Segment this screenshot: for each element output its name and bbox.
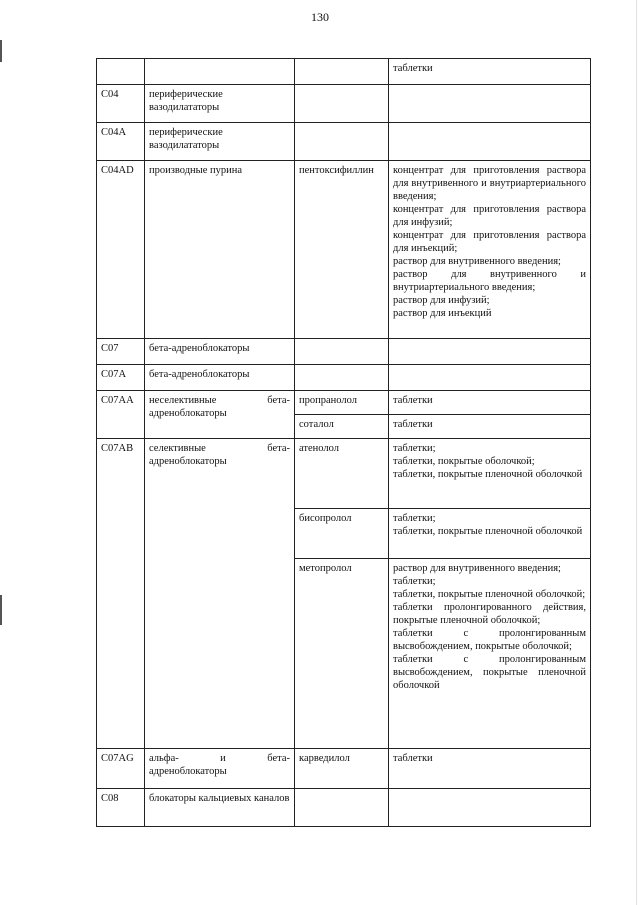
group-name-cell (145, 59, 295, 85)
table-row (97, 365, 591, 391)
table-row (97, 59, 591, 85)
dosage-form: таблетки, покрытые пленочной оболочкой (393, 526, 583, 537)
table-row (97, 123, 591, 161)
table-row (97, 391, 591, 415)
dosage-form: раствор для внутривенного введения; (393, 563, 561, 574)
dosage-form: таблетки, покрытые пленочной оболочкой; (393, 589, 586, 600)
drug-name-cell (295, 123, 389, 161)
dosage-forms-cell (389, 439, 591, 509)
atc-code-cell: C07A (97, 365, 145, 391)
atc-code-cell (97, 59, 145, 85)
group-name-cell: бета-адреноблокаторы (145, 365, 295, 391)
drug-name-cell: атенолол (295, 439, 389, 509)
dosage-form: раствор для внутривенного введения; (393, 256, 561, 267)
atc-code-cell: C07AB (97, 439, 145, 749)
table-row (97, 85, 591, 123)
drug-name-cell (295, 59, 389, 85)
atc-code-cell: C04 (97, 85, 145, 123)
dosage-form: концентрат для приготовления раствора для внутривенного и внутриартериального введения; (393, 165, 586, 202)
dosage-form: раствор для инъекций (393, 308, 492, 319)
group-name-cell: селективные бета-адреноблокаторы (145, 439, 295, 749)
dosage-form: таблетки, покрытые оболочкой; (393, 456, 535, 467)
table-row (97, 161, 591, 339)
dosage-forms-cell (389, 59, 591, 85)
drug-name-cell: карведилол (295, 749, 389, 789)
drug-name-cell (295, 789, 389, 827)
dosage-forms-cell (389, 339, 591, 365)
group-name-cell: производные пурина (145, 161, 295, 339)
dosage-form: концентрат для приготовления раствора для инъекций; (393, 230, 586, 254)
dosage-form: таблетки (393, 753, 433, 764)
drug-name-cell: соталол (295, 415, 389, 439)
dosage-forms-cell (389, 365, 591, 391)
dosage-forms-cell (389, 123, 591, 161)
margin-mark-top (0, 40, 2, 62)
atc-code-cell: C07 (97, 339, 145, 365)
group-name-cell: бета-адреноблокаторы (145, 339, 295, 365)
dosage-forms-cell (389, 85, 591, 123)
table-row (97, 439, 591, 509)
dosage-forms-cell (389, 559, 591, 749)
dosage-form: таблетки (393, 419, 433, 430)
group-name-cell: блокаторы кальциевых каналов (145, 789, 295, 827)
dosage-form: таблетки пролонгированного действия, покрытые пленочной оболочкой; (393, 602, 586, 626)
dosage-forms-cell (389, 789, 591, 827)
dosage-form: раствор для внутривенного и внутриартериального введения; (393, 269, 586, 293)
dosage-form: раствор для инфузий; (393, 295, 490, 306)
dosage-form: таблетки с пролонгированным высвобождением, покрытые оболочкой; (393, 628, 586, 652)
atc-code-cell: C07AA (97, 391, 145, 439)
atc-code-cell: C07AG (97, 749, 145, 789)
atc-code-cell: C04AD (97, 161, 145, 339)
group-name-cell: периферические вазодилататоры (145, 123, 295, 161)
group-name-cell: альфа- и бета-адреноблокаторы (145, 749, 295, 789)
dosage-form: таблетки; (393, 513, 436, 524)
drug-name-cell: бисопролол (295, 509, 389, 559)
page-number: 130 (311, 10, 329, 24)
margin-mark-bottom (0, 595, 2, 625)
group-name-cell: неселективные бета-адреноблокаторы (145, 391, 295, 439)
dosage-forms-cell (389, 509, 591, 559)
drug-classification-table (96, 58, 591, 827)
dosage-forms-cell (389, 391, 591, 415)
dosage-form: таблетки; (393, 576, 436, 587)
dosage-forms-cell (389, 749, 591, 789)
group-name-cell: периферические вазодилататоры (145, 85, 295, 123)
drug-name-cell: метопролол (295, 559, 389, 749)
table-row (97, 789, 591, 827)
dosage-forms-cell (389, 415, 591, 439)
drug-name-cell (295, 365, 389, 391)
dosage-form: концентрат для приготовления раствора для инфузий; (393, 204, 586, 228)
atc-code-cell: C04A (97, 123, 145, 161)
drug-name-cell: пентоксифиллин (295, 161, 389, 339)
dosage-form: таблетки, покрытые пленочной оболочкой (393, 469, 583, 480)
table-row (97, 749, 591, 789)
atc-code-cell: C08 (97, 789, 145, 827)
dosage-form: таблетки с пролонгированным высвобождением, покрытые пленочной оболочкой (393, 654, 586, 691)
page-edge (636, 0, 637, 905)
dosage-forms-cell (389, 161, 591, 339)
dosage-form: таблетки; (393, 443, 436, 454)
drug-name-cell: пропранолол (295, 391, 389, 415)
dosage-form: таблетки (393, 63, 433, 74)
table-row (97, 339, 591, 365)
drug-name-cell (295, 85, 389, 123)
drug-name-cell (295, 339, 389, 365)
dosage-form: таблетки (393, 395, 433, 406)
